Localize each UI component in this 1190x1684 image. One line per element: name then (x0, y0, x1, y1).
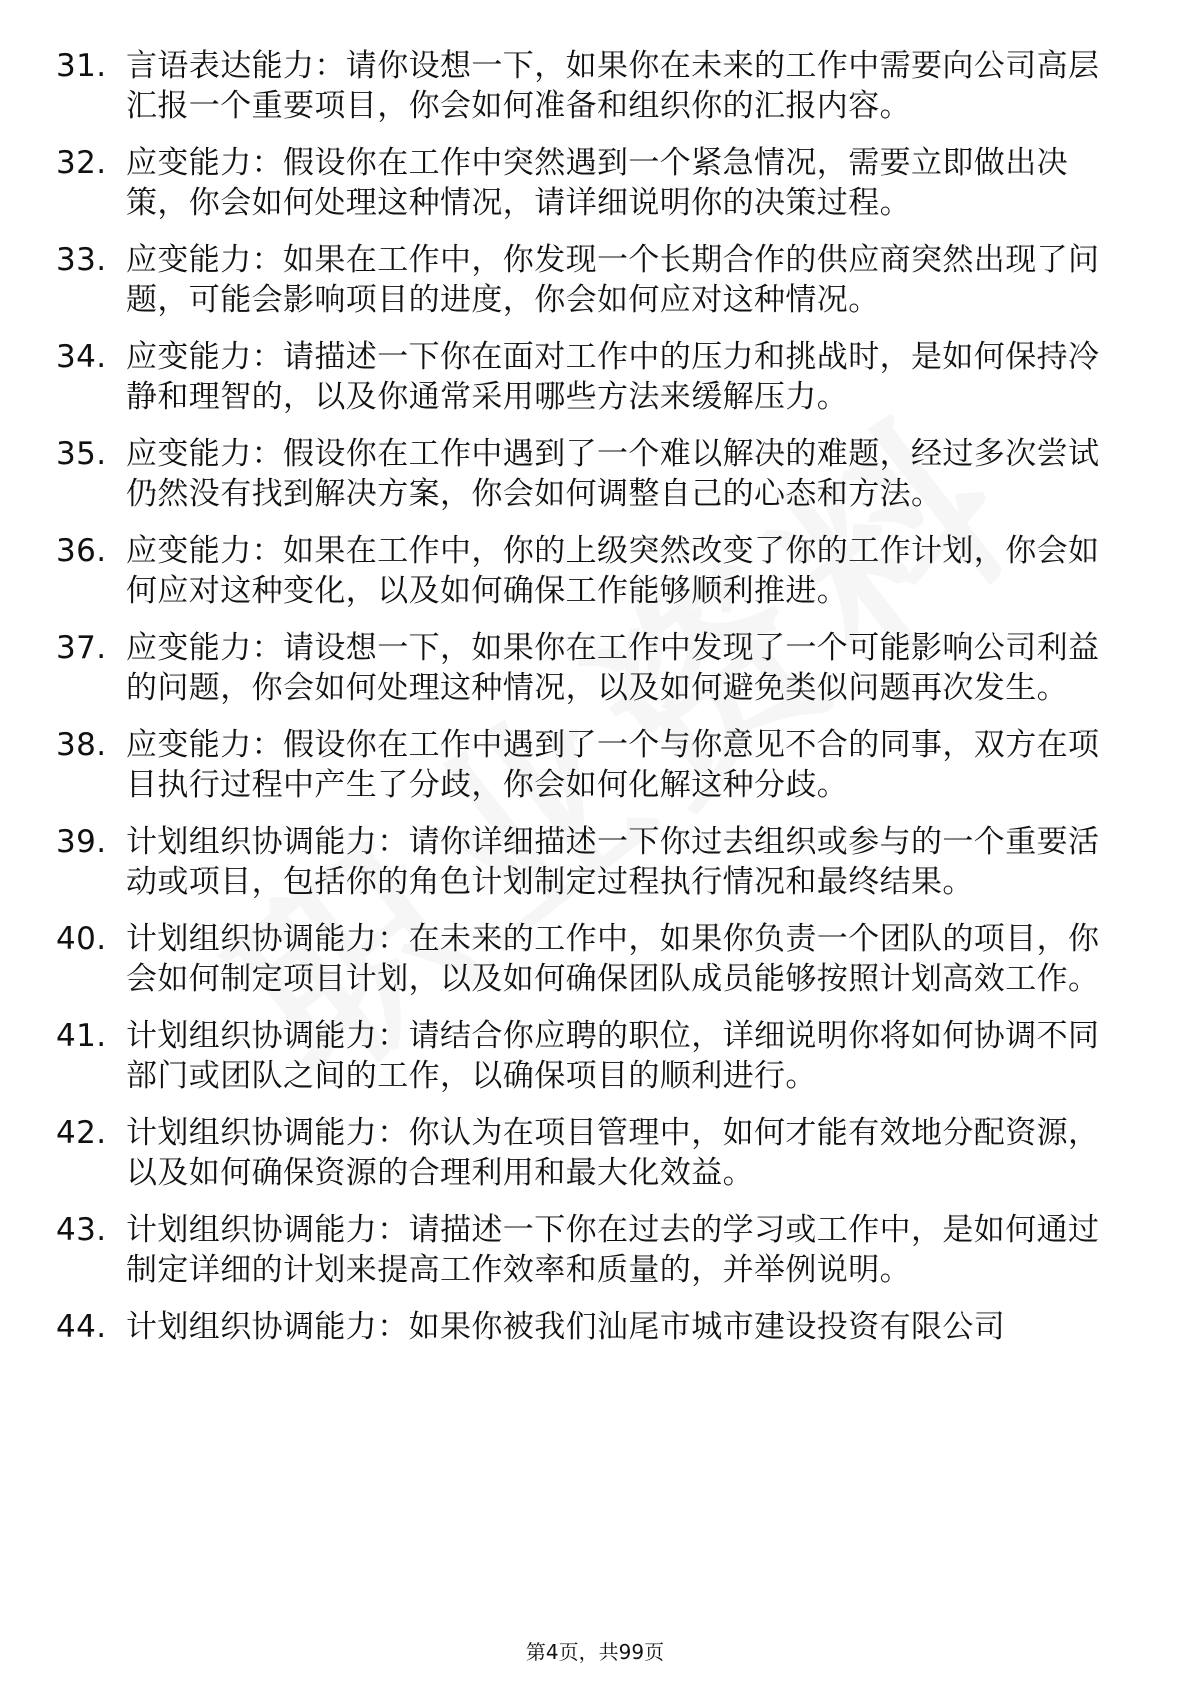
question-text: 计划组织协调能力：请你详细描述一下你过去组织或参与的一个重要活动或项目，包括你的角色计划制定过程执行情况和最终结果。 (126, 824, 1100, 900)
question-text: 应变能力：请设想一下，如果你在工作中发现了一个可能影响公司利益的问题，你会如何处理这种情况，以及如何避免类似问题再次发生。 (126, 630, 1100, 706)
question-number: 33. (56, 242, 107, 278)
question-text: 应变能力：如果在工作中，你的上级突然改变了你的工作计划，你会如何应对这种变化，以及如何确保工作能够顺利推进。 (126, 533, 1100, 609)
question-number: 43. (56, 1212, 107, 1248)
question-item (0, 531, 1190, 611)
question-list (0, 46, 1190, 1364)
question-item (0, 628, 1190, 708)
question-number: 44. (56, 1309, 107, 1345)
question-item (0, 143, 1190, 223)
question-text: 应变能力：假设你在工作中遇到了一个与你意见不合的同事，双方在项目执行过程中产生了分歧，你会如何化解这种分歧。 (126, 727, 1100, 803)
question-number: 41. (56, 1018, 107, 1054)
question-number: 32. (56, 145, 107, 181)
question-text: 应变能力：请描述一下你在面对工作中的压力和挑战时，是如何保持冷静和理智的，以及你通常采用哪些方法来缓解压力。 (126, 339, 1100, 415)
question-item (0, 1210, 1190, 1290)
question-number: 42. (56, 1115, 107, 1151)
question-item (0, 1113, 1190, 1193)
question-number: 35. (56, 436, 107, 472)
question-item (0, 1016, 1190, 1096)
question-text: 计划组织协调能力：请描述一下你在过去的学习或工作中，是如何通过制定详细的计划来提高工作效率和质量的，并举例说明。 (126, 1212, 1100, 1288)
question-item (0, 919, 1190, 999)
question-text: 计划组织协调能力：你认为在项目管理中，如何才能有效地分配资源，以及如何确保资源的合理利用和最大化效益。 (126, 1115, 1100, 1191)
question-item (0, 240, 1190, 320)
question-number: 39. (56, 824, 107, 860)
question-text: 应变能力：假设你在工作中遇到了一个难以解决的难题，经过多次尝试仍然没有找到解决方案，你会如何调整自己的心态和方法。 (126, 436, 1100, 512)
question-number: 40. (56, 921, 107, 957)
question-item (0, 725, 1190, 805)
question-text: 应变能力：假设你在工作中突然遇到一个紧急情况，需要立即做出决策，你会如何处理这种情况，请详细说明你的决策过程。 (126, 145, 1068, 221)
question-number: 31. (56, 48, 107, 84)
question-item (0, 1307, 1190, 1347)
question-item (0, 46, 1190, 126)
question-number: 36. (56, 533, 107, 569)
question-text: 计划组织协调能力：在未来的工作中，如果你负责一个团队的项目，你会如何制定项目计划，以及如何确保团队成员能够按照计划高效工作。 (126, 921, 1100, 997)
question-text: 言语表达能力：请你设想一下，如果你在未来的工作中需要向公司高层汇报一个重要项目，你会如何准备和组织你的汇报内容。 (126, 48, 1100, 124)
question-text: 应变能力：如果在工作中，你发现一个长期合作的供应商突然出现了问题，可能会影响项目的进度，你会如何应对这种情况。 (126, 242, 1100, 318)
question-text: 计划组织协调能力：请结合你应聘的职位，详细说明你将如何协调不同部门或团队之间的工作，以确保项目的顺利进行。 (126, 1018, 1100, 1094)
question-number: 34. (56, 339, 107, 375)
question-text: 计划组织协调能力：如果你被我们汕尾市城市建设投资有限公司 (126, 1309, 1006, 1345)
question-number: 38. (56, 727, 107, 763)
page-footer: 第4页，共99页 (525, 1640, 665, 1664)
question-item (0, 434, 1190, 514)
question-number: 37. (56, 630, 107, 666)
question-item (0, 822, 1190, 902)
question-item (0, 337, 1190, 417)
